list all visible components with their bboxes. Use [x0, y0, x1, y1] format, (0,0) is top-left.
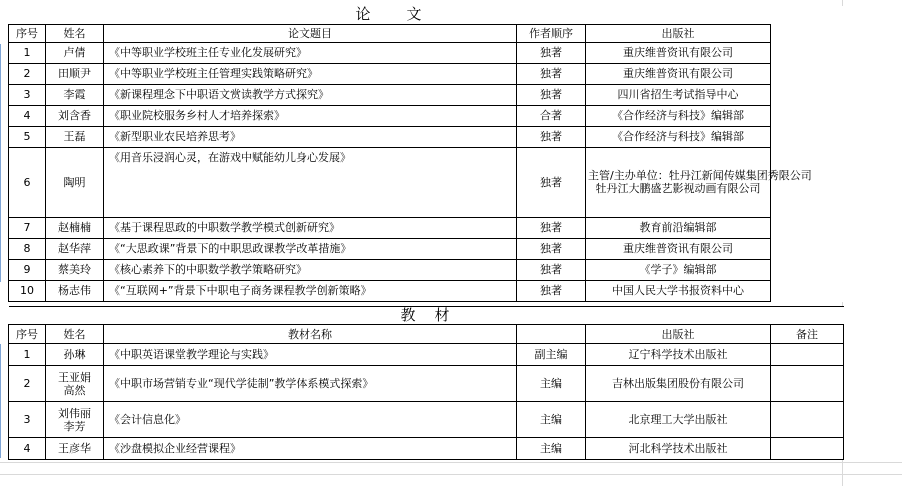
row-title: 《中职英语课堂教学理论与实践》 — [104, 344, 517, 366]
table-row — [9, 84, 844, 105]
row-name — [46, 402, 104, 438]
row-title: 《中职市场营销专业“现代学徒制”教学体系模式探索》 — [104, 366, 517, 402]
row-publisher: 《学子》编辑部 — [586, 259, 771, 280]
row-note — [771, 438, 844, 460]
row-name: 王彦华 — [46, 438, 104, 460]
row-publisher: 重庆维普资讯有限公司 — [586, 238, 771, 259]
row-title: 《核心素养下的中职数学教学策略研究》 — [104, 259, 517, 280]
row-order: 独著 — [517, 126, 586, 147]
row-title: 《“大思政课”背景下的中职思政课教学改革措施》 — [104, 238, 517, 259]
row-no: 6 — [9, 147, 46, 217]
row-name: 赵楠楠 — [46, 217, 104, 238]
row-no: 4 — [9, 438, 46, 460]
row-order: 独著 — [517, 280, 586, 301]
row-publisher: 河北科学技术出版社 — [586, 438, 771, 460]
name-line: 李芳 — [63, 419, 86, 433]
table-row — [9, 63, 844, 84]
row-name: 刘含香 — [46, 105, 104, 126]
header-name: 姓名 — [46, 24, 104, 42]
name-line: 刘伟丽 — [58, 406, 91, 420]
header-no: 序号 — [9, 325, 46, 344]
row-no: 8 — [9, 238, 46, 259]
header-author-order: 作者顺序 — [517, 24, 586, 42]
row-order: 合著 — [517, 105, 586, 126]
textbooks-section-title: 教 材 — [9, 307, 844, 325]
table-row — [9, 126, 844, 147]
publisher-line: 牡丹江大鹏盛艺影视动画有限公司 — [595, 182, 761, 195]
row-name: 孙琳 — [46, 344, 104, 366]
row-title: 《基于课程思政的中职数学教学模式创新研究》 — [104, 217, 517, 238]
row-name: 田顺尹 — [46, 63, 104, 84]
row-role: 主编 — [517, 438, 586, 460]
row-order: 独著 — [517, 63, 586, 84]
row-no: 3 — [9, 84, 46, 105]
row-publisher: 重庆维普资讯有限公司 — [586, 63, 771, 84]
row-selection-marker — [0, 344, 4, 458]
row-title: 《用音乐浸润心灵，在游戏中赋能幼儿身心发展》 — [104, 147, 517, 217]
row-publisher: 重庆维普资讯有限公司 — [586, 42, 771, 63]
row-no: 7 — [9, 217, 46, 238]
name-line: 王亚娟 — [58, 370, 91, 384]
row-title: 《中等职业学校班主任管理实践策略研究》 — [104, 63, 517, 84]
row-publisher: 《合作经济与科技》编辑部 — [586, 105, 771, 126]
row-title: 《中等职业学校班主任专业化发展研究》 — [104, 42, 517, 63]
row-publisher — [586, 147, 812, 217]
table-row — [9, 366, 844, 402]
header-role — [517, 325, 586, 344]
row-publisher: 北京理工大学出版社 — [586, 402, 771, 438]
row-no: 5 — [9, 126, 46, 147]
header-publisher: 出版社 — [586, 325, 771, 344]
header-paper-title: 论文题目 — [104, 24, 517, 42]
row-no: 1 — [9, 344, 46, 366]
table-row — [9, 238, 844, 259]
row-order: 独著 — [517, 217, 586, 238]
row-no: 1 — [9, 42, 46, 63]
row-order: 独著 — [517, 42, 586, 63]
row-publisher: 吉林出版集团股份有限公司 — [586, 366, 771, 402]
name-line: 高然 — [63, 383, 86, 397]
row-no: 2 — [9, 63, 46, 84]
table-row — [9, 147, 844, 217]
row-no: 10 — [9, 280, 46, 301]
papers-section-title: 论 文 — [9, 6, 771, 24]
table-row — [9, 259, 844, 280]
row-no: 4 — [9, 105, 46, 126]
table-row — [9, 42, 844, 63]
row-note — [771, 366, 844, 402]
row-no: 2 — [9, 366, 46, 402]
row-title: 《会计信息化》 — [104, 402, 517, 438]
row-name: 李霞 — [46, 84, 104, 105]
textbooks-table — [8, 306, 844, 460]
row-order: 独著 — [517, 259, 586, 280]
row-title: 《“互联网+”背景下中职电子商务课程教学创新策略》 — [104, 280, 517, 301]
row-publisher: 中国人民大学书报资料中心 — [586, 280, 771, 301]
row-title: 《沙盘模拟企业经营课程》 — [104, 438, 517, 460]
header-note: 备注 — [771, 325, 844, 344]
textbooks-section-row — [9, 307, 844, 325]
header-name: 姓名 — [46, 325, 104, 344]
row-publisher: 辽宁科学技术出版社 — [586, 344, 771, 366]
header-no: 序号 — [9, 24, 46, 42]
table-row — [9, 217, 844, 238]
papers-section-row — [9, 6, 844, 24]
row-note — [771, 402, 844, 438]
row-role: 主编 — [517, 402, 586, 438]
table-row — [9, 344, 844, 366]
row-name: 陶明 — [46, 147, 104, 217]
table-row — [9, 402, 844, 438]
row-title: 《职业院校服务乡村人才培养探索》 — [104, 105, 517, 126]
papers-header-row — [9, 24, 844, 42]
header-textbook-title: 教材名称 — [104, 325, 517, 344]
table-row — [9, 438, 844, 460]
row-title: 《新型职业农民培养思考》 — [104, 126, 517, 147]
row-publisher: 四川省招生考试指导中心 — [586, 84, 771, 105]
row-selection-marker — [0, 44, 4, 282]
row-title: 《新课程理念下中职语文赏读教学方式探究》 — [104, 84, 517, 105]
header-publisher: 出版社 — [586, 24, 771, 42]
row-publisher: 《合作经济与科技》编辑部 — [586, 126, 771, 147]
row-order: 独著 — [517, 238, 586, 259]
row-name: 卢倩 — [46, 42, 104, 63]
row-name: 王磊 — [46, 126, 104, 147]
row-order: 独著 — [517, 84, 586, 105]
row-name — [46, 366, 104, 402]
table-row — [9, 105, 844, 126]
row-name: 杨志伟 — [46, 280, 104, 301]
row-name: 赵华萍 — [46, 238, 104, 259]
row-no: 9 — [9, 259, 46, 280]
row-publisher: 教育前沿编辑部 — [586, 217, 771, 238]
textbooks-header-row — [9, 325, 844, 344]
row-order: 独著 — [517, 147, 586, 217]
row-role: 主编 — [517, 366, 586, 402]
table-row — [9, 280, 844, 301]
publisher-line: 主管/主办单位：牡丹江新闻传媒集团秀限公司 — [588, 169, 812, 182]
row-note — [771, 344, 844, 366]
row-no: 3 — [9, 402, 46, 438]
row-name: 蔡美玲 — [46, 259, 104, 280]
papers-table — [8, 6, 844, 302]
row-role: 副主编 — [517, 344, 586, 366]
